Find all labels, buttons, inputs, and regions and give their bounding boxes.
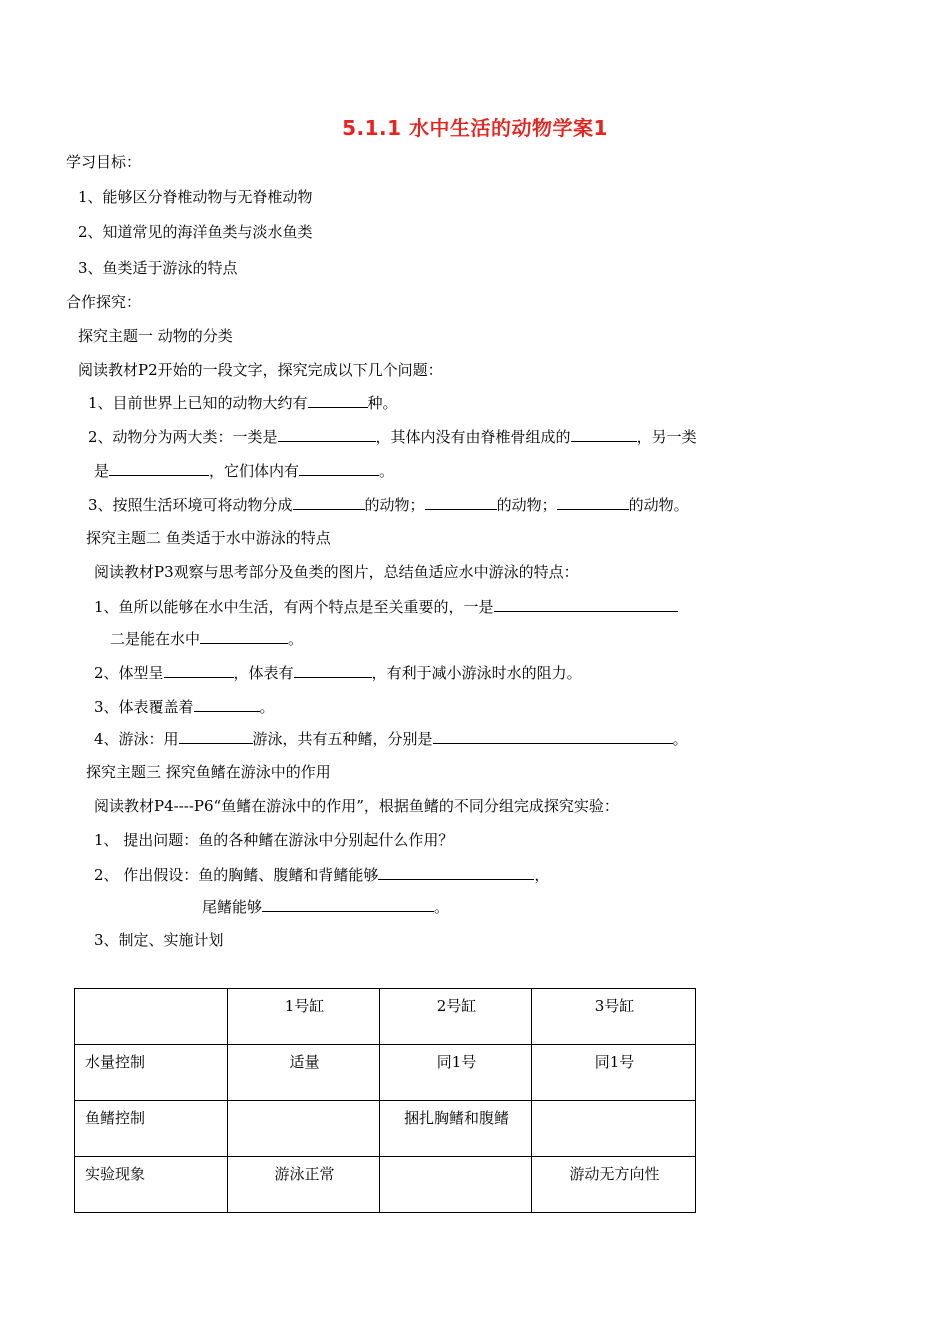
topic3-heading: 探究主题三 探究鱼鳍在游泳中的作用 bbox=[86, 763, 331, 781]
topic3-question-2: 2、 作出假设：鱼的胸鳍、腹鳍和背鳍能够 ， bbox=[94, 866, 550, 884]
answer-blank[interactable] bbox=[378, 864, 534, 880]
table-cell bbox=[228, 1101, 380, 1157]
answer-blank[interactable] bbox=[194, 696, 260, 712]
table-row-label: 实验现象 bbox=[75, 1157, 228, 1213]
answer-blank[interactable] bbox=[262, 896, 434, 912]
table-row bbox=[75, 1101, 696, 1157]
objective-item: 3、鱼类适于游泳的特点 bbox=[78, 259, 238, 277]
objective-item: 1、能够区分脊椎动物与无脊椎动物 bbox=[78, 188, 313, 206]
table-row bbox=[75, 1045, 696, 1101]
topic3-question-2-cont: 尾鳍能够 。 bbox=[202, 898, 450, 916]
table-cell: 游泳正常 bbox=[228, 1157, 380, 1213]
topic1-intro: 阅读教材P2开始的一段文字，探究完成以下几个问题： bbox=[78, 361, 443, 379]
answer-blank[interactable] bbox=[293, 494, 365, 510]
table-cell: 适量 bbox=[228, 1045, 380, 1101]
answer-blank[interactable] bbox=[425, 494, 497, 510]
table-cell bbox=[532, 1101, 696, 1157]
answer-blank[interactable] bbox=[494, 596, 678, 612]
topic2-intro: 阅读教材P3观察与思考部分及鱼类的图片，总结鱼适应水中游泳的特点： bbox=[94, 563, 579, 581]
topic2-question-4: 4、游泳：用 游泳，共有五种鳍，分别是 。 bbox=[94, 730, 688, 748]
page-title: 5.1.1 水中生活的动物学案1 bbox=[342, 116, 608, 140]
table-cell bbox=[380, 1157, 532, 1213]
table-row bbox=[75, 1157, 696, 1213]
topic1-heading: 探究主题一 动物的分类 bbox=[78, 327, 233, 345]
answer-blank[interactable] bbox=[308, 392, 368, 408]
table-header-cell: 2号缸 bbox=[380, 989, 532, 1045]
topic3-question-3: 3、制定、实施计划 bbox=[94, 931, 224, 949]
topic1-question-2-cont: 是 ，它们体内有 。 bbox=[94, 462, 395, 480]
objective-item: 2、知道常见的海洋鱼类与淡水鱼类 bbox=[78, 223, 313, 241]
table-row-label: 水量控制 bbox=[75, 1045, 228, 1101]
table-cell: 游动无方向性 bbox=[532, 1157, 696, 1213]
table-header-cell bbox=[75, 989, 228, 1045]
topic1-question-1: 1、目前世界上已知的动物大约有 种。 bbox=[88, 394, 398, 412]
topic2-question-2: 2、体型呈 ，体表有 ，有利于减小游泳时水的阻力。 bbox=[94, 664, 582, 682]
topic2-question-1: 1、鱼所以能够在水中生活，有两个特点是至关重要的，一是 bbox=[94, 596, 678, 617]
topic2-question-1-cont: 二是能在水中 。 bbox=[110, 630, 304, 648]
experiment-table bbox=[74, 988, 696, 1213]
table-header-cell: 1号缸 bbox=[228, 989, 380, 1045]
topic3-question-1: 1、 提出问题：鱼的各种鳍在游泳中分别起什么作用？ bbox=[94, 831, 454, 849]
table-cell: 捆扎胸鳍和腹鳍 bbox=[380, 1101, 532, 1157]
answer-blank[interactable] bbox=[278, 426, 376, 442]
answer-blank[interactable] bbox=[571, 426, 637, 442]
table-cell: 同1号 bbox=[380, 1045, 532, 1101]
answer-blank[interactable] bbox=[557, 494, 629, 510]
table-header-cell: 3号缸 bbox=[532, 989, 696, 1045]
answer-blank[interactable] bbox=[200, 628, 288, 644]
answer-blank[interactable] bbox=[109, 460, 209, 476]
objectives-heading: 学习目标： bbox=[66, 153, 142, 171]
topic3-intro: 阅读教材P4----P6“鱼鳍在游泳中的作用”，根据鱼鳍的不同分组完成探究实验： bbox=[94, 797, 619, 815]
table-row-label: 鱼鳍控制 bbox=[75, 1101, 228, 1157]
topic1-question-2: 2、动物分为两大类：一类是 ，其体内没有由脊椎骨组成的 ，另一类 bbox=[88, 428, 697, 446]
topic2-question-3: 3、体表覆盖着 。 bbox=[94, 698, 275, 716]
table-header-row bbox=[75, 989, 696, 1045]
answer-blank[interactable] bbox=[433, 728, 673, 744]
answer-blank[interactable] bbox=[179, 728, 253, 744]
answer-blank[interactable] bbox=[294, 662, 372, 678]
table-cell: 同1号 bbox=[532, 1045, 696, 1101]
answer-blank[interactable] bbox=[299, 460, 379, 476]
answer-blank[interactable] bbox=[164, 662, 234, 678]
topic1-question-3: 3、按照生活环境可将动物分成 的动物； 的动物； 的动物。 bbox=[88, 496, 689, 514]
coop-heading: 合作探究： bbox=[66, 293, 142, 311]
topic2-heading: 探究主题二 鱼类适于水中游泳的特点 bbox=[86, 529, 331, 547]
